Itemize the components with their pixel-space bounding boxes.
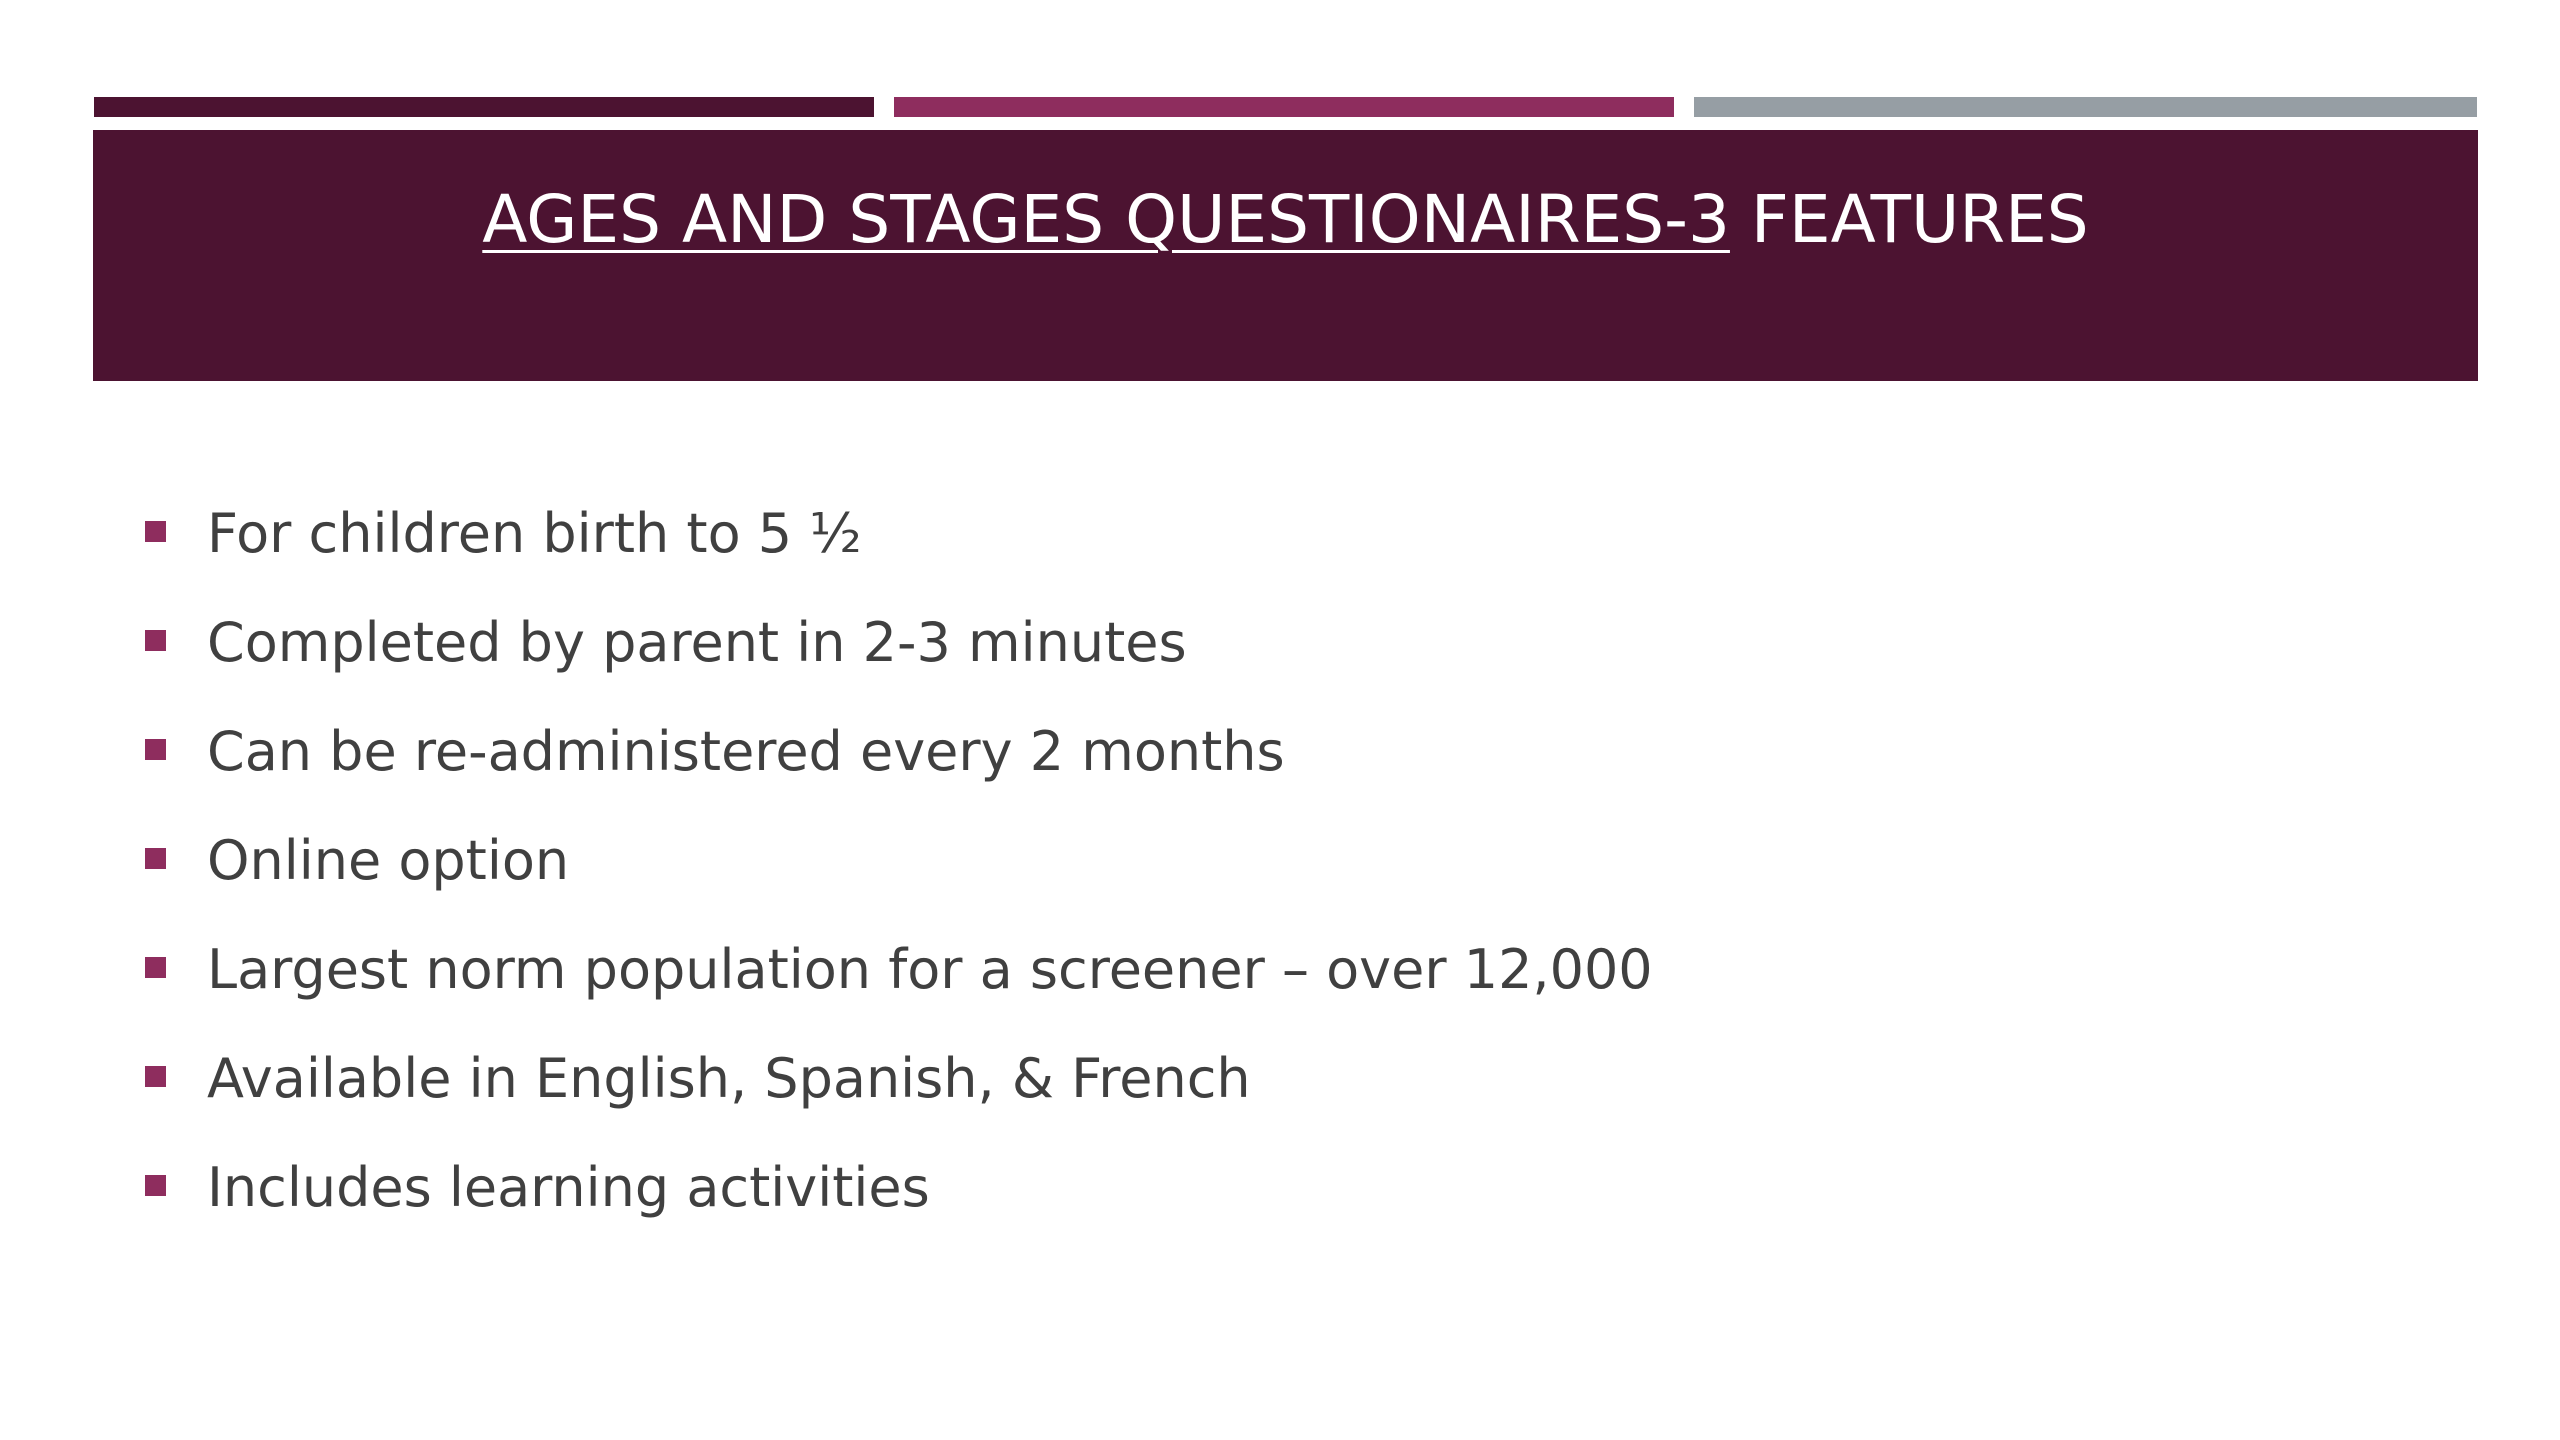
accent-bars [94,97,2477,117]
slide-title-underlined: AGES AND STAGES QUESTIONAIRES-3 [482,181,1730,258]
bullet-item [145,1025,2345,1134]
bullet-item [145,698,2345,807]
square-bullet-icon [145,1175,166,1196]
bullet-item [145,916,2345,1025]
square-bullet-icon [145,957,166,978]
square-bullet-icon [145,521,166,542]
accent-bar-magenta [894,97,1674,117]
bullet-text: Can be re-administered every 2 months [207,719,1285,783]
bullet-text: Includes learning activities [207,1155,930,1219]
accent-bar-gray [1694,97,2477,117]
square-bullet-icon [145,1066,166,1087]
bullet-text: Completed by parent in 2-3 minutes [207,610,1187,674]
bullet-text: Available in English, Spanish, & French [207,1046,1251,1110]
bullet-item [145,480,2345,589]
square-bullet-icon [145,630,166,651]
square-bullet-icon [145,848,166,869]
bullet-item [145,1134,2345,1243]
title-band [93,130,2478,381]
bullet-text: Largest norm population for a screener – over 12,000 [207,937,1653,1001]
slide-title [482,180,2088,259]
bullet-text: For children birth to 5 ½ [207,501,862,565]
bullet-item [145,807,2345,916]
bullet-list [145,480,2345,1243]
accent-bar-dark [94,97,874,117]
bullet-item [145,589,2345,698]
square-bullet-icon [145,739,166,760]
slide-title-rest: FEATURES [1729,181,2089,258]
bullet-text: Online option [207,828,570,892]
